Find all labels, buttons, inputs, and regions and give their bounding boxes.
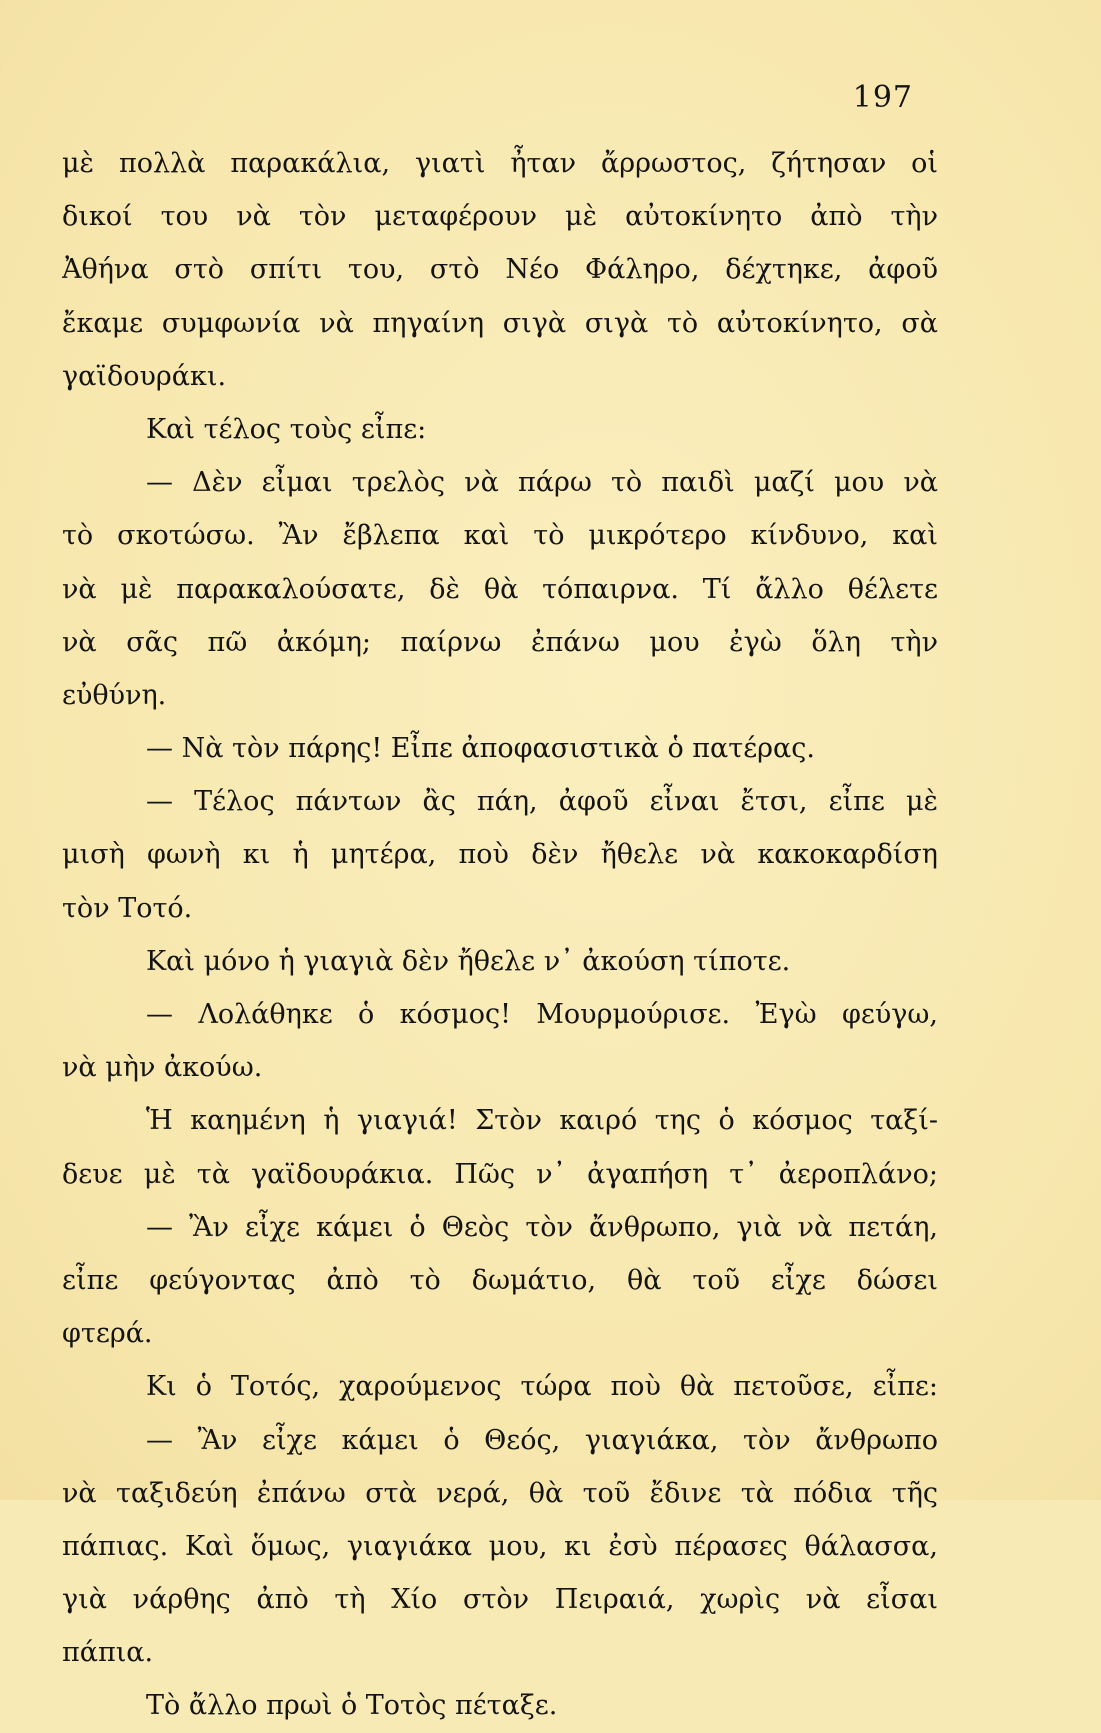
text-line: — Τέλος πάντων ἂς πάη, ἀφοῦ εἶναι ἔτσι, εἶπε μὲ <box>146 786 938 818</box>
text-line: δικοί του νὰ τὸν μεταφέρουν μὲ αὐτοκίνητο ἀπὸ τὴν <box>62 201 938 233</box>
body-text <box>62 137 938 1733</box>
text-line: εὐθύνη. <box>62 679 167 711</box>
text-line: δευε μὲ τὰ γαϊδουράκια. Πῶς ν᾽ ἀγαπήση τ᾽ ἀεροπλάνο; <box>62 1158 938 1190</box>
text-line: νὰ μὴν ἀκούω. <box>62 1052 263 1084</box>
text-line: — Ἂν εἶχε κάμει ὁ Θεὸς τὸν ἄνθρωπο, γιὰ νὰ πετάη, <box>146 1211 938 1243</box>
text-line: πάπια. <box>62 1637 154 1669</box>
text-line: φτερά. <box>62 1318 153 1350</box>
text-line: — Ἂν εἶχε κάμει ὁ Θεός, γιαγιάκα, τὸν ἄνθρωπο <box>146 1424 938 1456</box>
text-line: γιὰ νάρθης ἀπὸ τὴ Χίο στὸν Πειραιά, χωρὶς νὰ εἶσαι <box>62 1584 938 1616</box>
text-line: Ἀθήνα στὸ σπίτι του, στὸ Νέο Φάληρο, δέχτηκε, ἀφοῦ <box>62 254 938 286</box>
text-line: μισὴ φωνὴ κι ἡ μητέρα, ποὺ δὲν ἤθελε νὰ κακοκαρδίση <box>62 839 938 871</box>
text-line: Ἡ καημένη ἡ γιαγιά! Στὸν καιρό της ὁ κόσμος ταξί- <box>146 1105 938 1137</box>
text-line: ἔκαμε συμφωνία νὰ πηγαίνη σιγὰ σιγὰ τὸ αὐτοκίνητο, σὰ <box>62 307 938 339</box>
text-line: εἶπε φεύγοντας ἀπὸ τὸ δωμάτιο, θὰ τοῦ εἶχε δώσει <box>62 1264 938 1296</box>
text-line: νὰ μὲ παρακαλούσατε, δὲ θὰ τόπαιρνα. Τί ἄλλο θέλετε <box>62 573 938 605</box>
text-line: — Δὲν εἶμαι τρελὸς νὰ πάρω τὸ παιδὶ μαζί μου νὰ <box>146 467 938 499</box>
text-line: γαϊδουράκι. <box>62 360 227 392</box>
text-line: πάπιας. Καὶ ὅμως, γιαγιάκα μου, κι ἐσὺ πέρασες θάλασσα, <box>62 1530 938 1562</box>
text-line: Τὸ ἄλλο πρωὶ ὁ Τοτὸς πέταξε. <box>146 1690 558 1722</box>
text-line: — Λολάθηκε ὁ κόσμος! Μουρμούρισε. Ἐγὼ φεύγω, <box>146 999 938 1030</box>
text-line: Καὶ μόνο ἡ γιαγιὰ δὲν ἤθελε ν᾽ ἀκούση τίποτε. <box>146 945 791 977</box>
page-number: 197 <box>852 80 913 115</box>
text-line: Κι ὁ Τοτός, χαρούμενος τώρα ποὺ θὰ πετοῦσε, εἶπε: <box>146 1371 938 1403</box>
text-line: — Νὰ τὸν πάρης! Εἶπε ἀποφασιστικὰ ὁ πατέρας. <box>146 733 815 765</box>
text-line: νὰ ταξιδεύη ἐπάνω στὰ νερά, θὰ τοῦ ἔδινε τὰ πόδια τῆς <box>62 1477 938 1509</box>
text-line: τὸν Τοτό. <box>62 892 193 924</box>
text-line: μὲ πολλὰ παρακάλια, γιατὶ ἦταν ἄρρωστος, ζήτησαν οἱ <box>62 148 938 179</box>
text-line: νὰ σᾶς πῶ ἀκόμη; παίρνω ἐπάνω μου ἐγὼ ὅλη τὴν <box>62 626 938 658</box>
text-line: Καὶ τέλος τοὺς εἶπε: <box>146 413 427 445</box>
text-line: τὸ σκοτώσω. Ἂν ἔβλεπα καὶ τὸ μικρότερο κίνδυνο, καὶ <box>62 520 938 552</box>
